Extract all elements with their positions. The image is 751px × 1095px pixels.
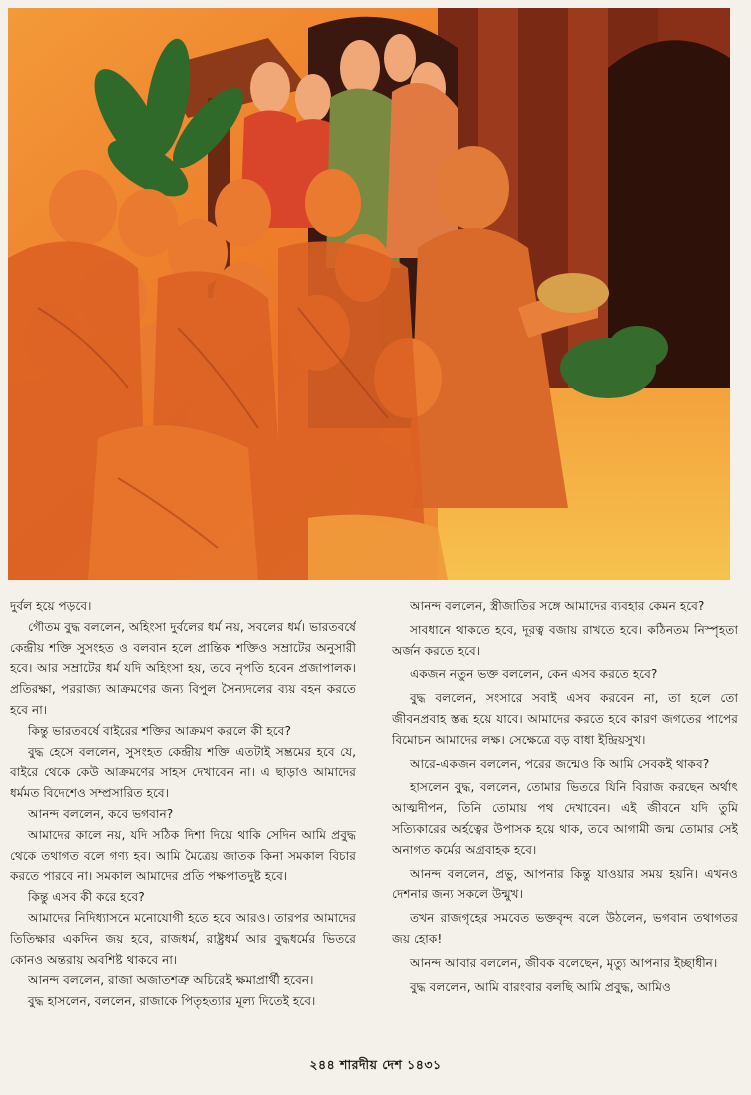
painting-buddha-with-monks-icon bbox=[8, 8, 730, 580]
paragraph: আনন্দ বললেন, প্রভু, আপনার কিন্তু যাওয়ার সময় হয়নি। এখনও দেশনার জন্য সকলে উন্মুখ। bbox=[392, 866, 738, 902]
paragraph: আরে-একজন বললেন, পরের জন্মেও কি আমি সেবকই থাকব? bbox=[410, 756, 710, 771]
illustration bbox=[8, 8, 730, 580]
paragraph: বুদ্ধ বললেন, আমি বারংবার বলছি আমি প্রবুদ্ধ, আমিও bbox=[410, 979, 671, 994]
paragraph: বুদ্ধ হাসলেন, বললেন, রাজাকে পিতৃহত্যার মূল্য দিতেই হবে। bbox=[28, 994, 316, 1009]
paragraph: আনন্দ আবার বললেন, জীবক বলেছেন, মৃত্যু আপনার ইচ্ছাধীন। bbox=[410, 955, 718, 970]
paragraph: তখন রাজগৃহের সমবেত ভক্তবৃন্দ বলে উঠলেন, ভগবান তথাগতর জয় হোক! bbox=[392, 911, 738, 946]
paragraph: গৌতম বুদ্ধ বললেন, অহিংসা দুর্বলের ধর্ম নয়, সবলের ধর্ম। ভারতবর্ষে কেন্দ্রীয় শক্তি সুসংহত ও বলবান হলে প্রান্তিক শক্তিও সম্রাটের অনুসারী হবে। আর সম্রাটের ধর্ম যদি অহিংসা হয়, তবে নৃপতি হবেন প্রজাপালক। প্রতিরক্ষা, পররাজ্য আক্রমণের জন্য বিপুল সৈন্যদলের ব্যয় বহন করতে হবে না। bbox=[10, 619, 356, 717]
paragraph: বুদ্ধ বললেন, সংসারে সবাই এসব করবেন না, তা হলে তো জীবনপ্রবাহ স্তব্ধ হয়ে যাবে। আমাদের করতে হবে কারণ জগতের পাপের বিমোচন আমাদের লক্ষ। সেক্ষেত্রে বড় বাধা ইন্দ্রিয়সুখ। bbox=[392, 691, 738, 747]
paragraph: দুর্বল হয়ে পড়বে। bbox=[10, 599, 92, 613]
paragraph: একজন নতুন ভক্ত বললেন, কেন এসব করতে হবে? bbox=[410, 667, 658, 682]
right-text-column bbox=[392, 596, 738, 1051]
paragraph: কিন্তু এসব কী করে হবে? bbox=[28, 890, 145, 905]
paragraph: আমাদের নিদিধ্যাসনে মনোযোগী হতে হবে আরও। তারপর আমাদের তিতিক্ষার একদিন জয় হবে, রাজধর্ম, রাষ্ট্রধর্ম আর বুদ্ধধর্মের ভিতরে কোনও অন্তরায় অবশিষ্ট থাকবে না। bbox=[10, 910, 356, 967]
left-text-column bbox=[10, 596, 356, 1051]
paragraph: আমাদের কালে নয়, যদি সঠিক দিশা দিয়ে থাকি সেদিন আমি প্রবুদ্ধ থেকে তথাগত বলে গণ্য হব। আমি মৈত্রেয় জাতক কিনা সমকাল বিচার করতে পারবে না। সমকাল আমাদের প্রতি পক্ষপাতদুষ্ট হবে। bbox=[10, 827, 356, 884]
paragraph: আনন্দ বললেন, কবে ভগবান? bbox=[28, 806, 174, 821]
paragraph: সাবধানে থাকতে হবে, দূরত্ব বজায় রাখতে হবে। কঠিনতম নিস্পৃহতা অর্জন করতে হবে। bbox=[392, 622, 738, 658]
paragraph: বুদ্ধ হেসে বললেন, সুসংহত কেন্দ্রীয় শক্তি এতটাই সম্ভ্রমের হবে যে, বাইরে থেকে কেউ আক্রমণের সাহস দেখাবেন না। এ ছাড়াও আমাদের ধর্মমত বিদেশেও সম্প্রসারিত হবে। bbox=[10, 744, 356, 801]
paragraph: আনন্দ বললেন, রাজা অজাতশত্রু অচিরেই ক্ষমাপ্রার্থী হবেন। bbox=[28, 973, 314, 988]
paragraph: কিন্তু ভারতবর্ষে বাইরের শক্তির আক্রমণ করলে কী হবে? bbox=[28, 723, 291, 738]
paragraph: হাসলেন বুদ্ধ, বললেন, তোমার ভিতরে যিনি বিরাজ করছেন অর্থাৎ আত্মদীপন, তিনি তোমায় পথ দেখাবেন। এই জীবনে যদি তুমি সত্যিকারের অর্হত্বের উপাসক হয়ে থাক, তবে আগামী জন্ম তোমার সেই অনাগত কর্মের অগ্রবাহক হবে। bbox=[392, 780, 738, 857]
paragraph: আনন্দ বললেন, স্ত্রীজাতির সঙ্গে আমাদের ব্যবহার কেমন হবে? bbox=[410, 599, 705, 613]
page-footer: ২৪৪ শারদীয় দেশ ১৪৩১ bbox=[309, 1057, 442, 1072]
